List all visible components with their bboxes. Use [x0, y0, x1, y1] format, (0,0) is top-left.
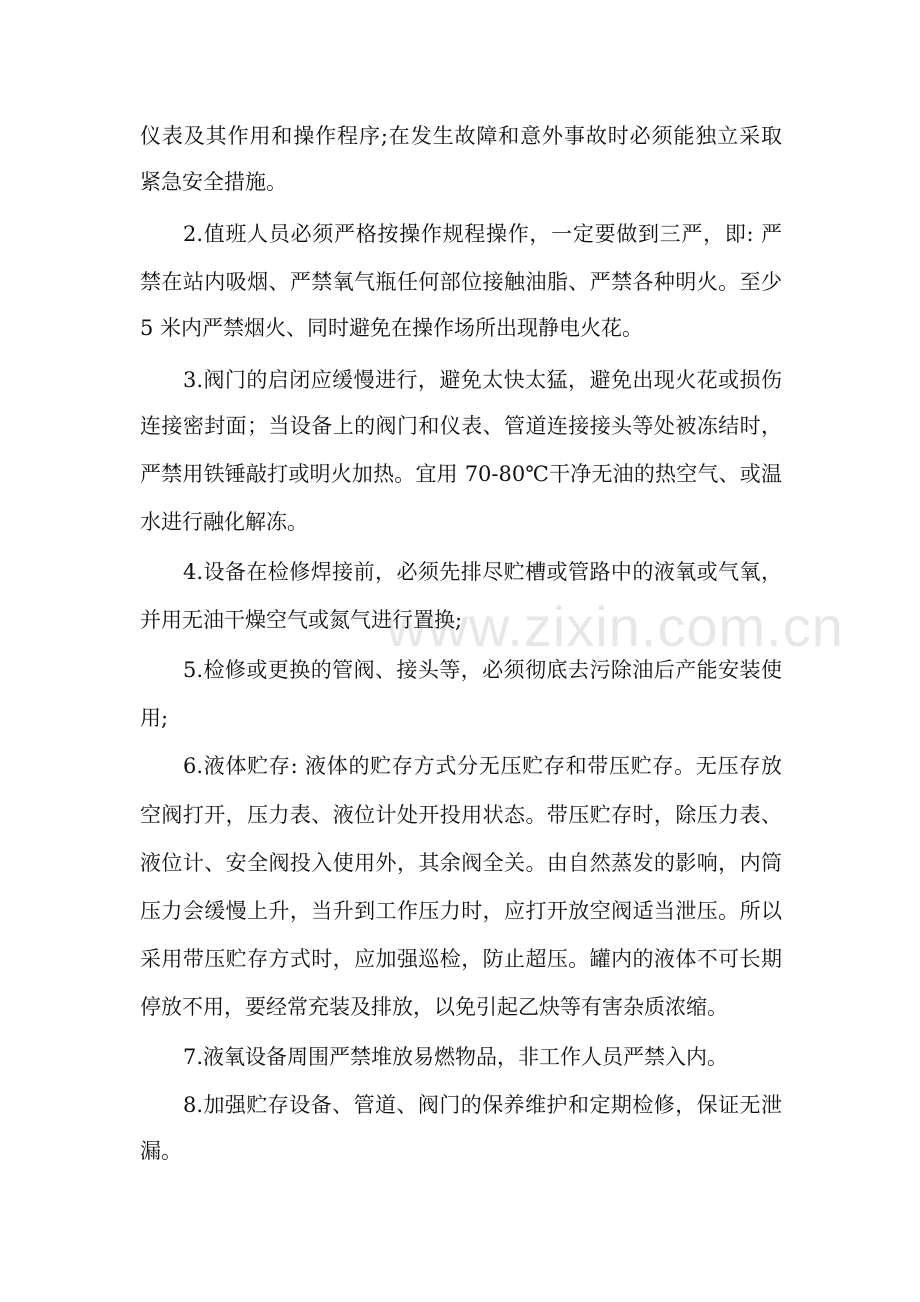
text-line: 漏。 — [140, 1139, 182, 1163]
text-line: 并用无油干燥空气或氮气进行置换; — [140, 608, 463, 632]
text-line: 3.阀门的启闭应缓慢进行，避免太快太猛，避免出现火花或损伤 — [183, 368, 782, 392]
text-line: 紧急安全措施。 — [140, 170, 287, 194]
watermark: www.zixin.com.cn — [386, 595, 844, 658]
text-line: 2.值班人员必须严格按操作规程操作，一定要做到三严，即: 严 — [183, 222, 782, 246]
text-line: 严禁用铁锤敲打或明火加热。宜用 70-80℃干净无油的热空气、或温 — [140, 462, 782, 486]
text-line: 8.加强贮存设备、管道、阀门的保养维护和定期检修，保证无泄 — [183, 1093, 782, 1117]
text-line: 用; — [140, 706, 169, 730]
text-line: 6.液体贮存: 液体的贮存方式分无压贮存和带压贮存。无压存放 — [183, 754, 782, 778]
text-line: 4.设备在检修焊接前，必须先排尽贮槽或管路中的液氧或气氧， — [183, 560, 782, 584]
text-line: 压力会缓慢上升，当升到工作压力时，应打开放空阀适当泄压。所以 — [140, 899, 782, 923]
text-line: 连接密封面；当设备上的阀门和仪表、管道连接接头等处被冻结时， — [140, 414, 782, 438]
text-line: 5.检修或更换的管阀、接头等，必须彻底去污除油后产能安装使 — [183, 658, 782, 682]
text-line: 采用带压贮存方式时，应加强巡检，防止超压。罐内的液体不可长期 — [140, 947, 782, 971]
text-line: 5 米内严禁烟火、同时避免在操作场所出现静电火花。 — [140, 316, 644, 340]
text-line: 液位计、安全阀投入使用外，其余阀全关。由自然蒸发的影响，内筒 — [140, 851, 782, 875]
text-line: 7.液氧设备周围严禁堆放易燃物品，非工作人员严禁入内。 — [183, 1045, 729, 1069]
text-line: 禁在站内吸烟、严禁氧气瓶任何部位接触油脂、严禁各种明火。至少 — [140, 270, 782, 294]
text-line: 空阀打开，压力表、液位计处开投用状态。带压贮存时，除压力表、 — [140, 803, 782, 827]
text-line: 仪表及其作用和操作程序;在发生故障和意外事故时必须能独立采取 — [140, 124, 782, 148]
text-line: 水进行融化解冻。 — [140, 510, 308, 534]
text-line: 停放不用，要经常充装及排放，以免引起乙炔等有害杂质浓缩。 — [140, 995, 728, 1019]
